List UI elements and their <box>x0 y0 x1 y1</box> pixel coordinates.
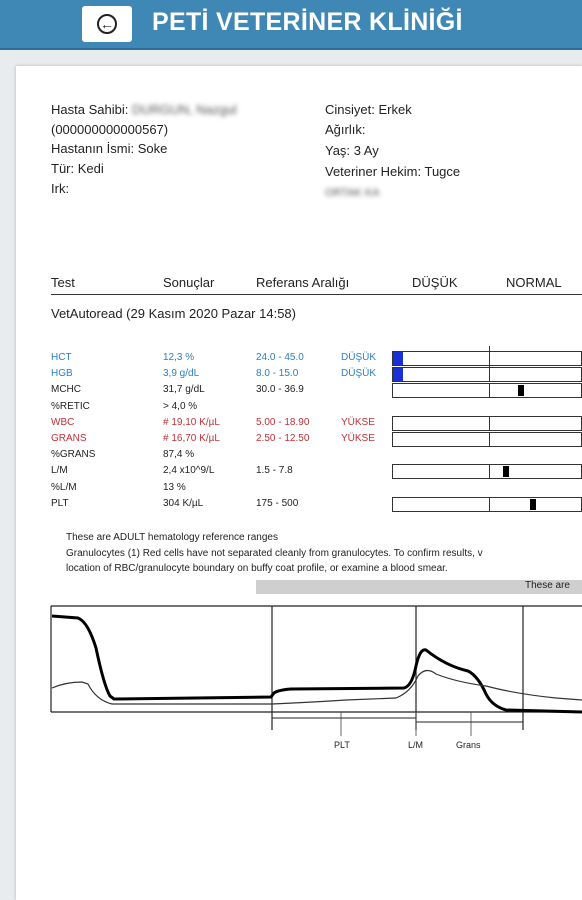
result-reference-range: 8.0 - 15.0 <box>256 368 299 380</box>
age-label: Yaş: <box>325 143 351 158</box>
header-underline <box>51 294 582 295</box>
header-low: DÜŞÜK <box>412 275 458 290</box>
sex-label: Cinsiyet: <box>325 102 375 117</box>
result-test-name: L/M <box>51 465 68 477</box>
pet-name-value: Soke <box>137 141 168 156</box>
result-test-name: GRANS <box>51 433 87 444</box>
result-range-bar <box>392 416 582 431</box>
vet-value: Tugce <box>424 164 461 179</box>
result-range-bar <box>392 464 582 479</box>
age-line <box>325 143 379 158</box>
result-test-name: %RETIC <box>51 400 90 412</box>
result-value: 31,7 g/dL <box>163 384 205 396</box>
result-range-bar <box>392 497 582 512</box>
result-value: 2,4 x10^9/L <box>163 465 215 477</box>
weight-label: Ağırlık: <box>325 122 366 137</box>
value-marker <box>518 385 524 396</box>
result-range-bar <box>392 351 582 366</box>
profile-label-grans: Grans <box>456 740 481 750</box>
result-test-name: HGB <box>51 368 73 380</box>
range-divider <box>489 383 490 398</box>
note-line-1: These are ADULT hematology reference ranges <box>66 532 278 543</box>
result-value: 13 % <box>163 481 186 493</box>
result-range-bar <box>392 383 582 398</box>
result-reference-range: 1.5 - 7.8 <box>256 465 293 477</box>
result-value: 12,3 % <box>163 352 195 363</box>
owner-label: Hasta Sahibi: <box>51 102 129 117</box>
header-test: Test <box>51 275 75 290</box>
result-test-name: %L/M <box>51 481 77 493</box>
value-marker <box>503 466 509 477</box>
result-flag: YÜKSE <box>341 416 375 428</box>
app-title: PETİ VETERİNER KLİNİĞİ <box>152 8 463 36</box>
header-normal: NORMAL <box>506 275 562 290</box>
profile-curve-thick <box>52 616 582 712</box>
result-range-bar <box>392 367 582 382</box>
result-range-bar <box>392 432 582 447</box>
weight-line <box>325 122 365 137</box>
vet-line <box>325 164 460 179</box>
species-value: Kedi <box>77 161 104 176</box>
result-reference-range: 30.0 - 36.9 <box>256 384 304 396</box>
profile-frame <box>51 606 582 736</box>
note-line-2: Granulocytes (1) Red cells have not separated cleanly from granulocytes. To confirm results, v <box>66 548 483 559</box>
result-flag: YÜKSE <box>341 433 375 444</box>
pet-name-label: Hastanın İsmi: <box>51 141 135 156</box>
value-marker <box>530 499 536 510</box>
lab-report-document <box>16 66 582 900</box>
sex-line <box>325 102 412 117</box>
result-test-name: MCHC <box>51 384 81 396</box>
breed-label: Irk: <box>51 181 70 196</box>
back-arrow-icon: ← <box>97 14 117 34</box>
range-divider <box>489 464 490 479</box>
blurred-extra-line: ORTAK KA <box>325 187 380 199</box>
result-value: 304 K/µL <box>163 497 204 509</box>
result-value: 87,4 % <box>163 449 195 461</box>
pet-name-line <box>51 141 167 156</box>
range-divider <box>489 432 490 447</box>
result-reference-range: 5.00 - 18.90 <box>256 416 310 428</box>
sex-value: Erkek <box>378 102 412 117</box>
range-divider <box>489 497 490 512</box>
breed-line <box>51 181 69 196</box>
owner-id: (000000000000567) <box>51 122 169 137</box>
range-divider <box>489 367 490 382</box>
vet-label: Veteriner Hekim: <box>325 164 422 179</box>
result-value: # 19,10 K/µL <box>163 416 220 428</box>
result-reference-range: 175 - 500 <box>256 497 299 509</box>
profile-label-lm: L/M <box>408 740 424 750</box>
low-level-fill <box>393 352 403 365</box>
result-value: > 4,0 % <box>163 400 198 412</box>
header-reference: Referans Aralığı <box>256 275 350 290</box>
result-reference-range: 24.0 - 45.0 <box>256 352 304 363</box>
owner-line <box>51 102 237 117</box>
result-flag: DÜŞÜK <box>341 352 377 363</box>
species-line <box>51 161 104 176</box>
species-label: Tür: <box>51 161 75 176</box>
band-text: These are <box>524 580 570 591</box>
result-flag: DÜŞÜK <box>341 368 377 380</box>
note-line-3: location of RBC/granulocyte boundary on buffy coat profile, or examine a blood smear. <box>66 563 448 574</box>
result-value: # 16,70 K/µL <box>163 433 220 444</box>
low-level-fill <box>393 368 403 381</box>
analyzer-info: VetAutoread (29 Kasım 2020 Pazar 14:58) <box>51 306 296 321</box>
result-test-name: WBC <box>51 416 75 428</box>
range-divider <box>489 416 490 431</box>
buffy-coat-profile-chart <box>16 596 582 766</box>
age-value: 3 Ay <box>353 143 379 158</box>
app-header <box>0 0 582 50</box>
back-button[interactable] <box>82 6 132 42</box>
result-reference-range: 2.50 - 12.50 <box>256 433 310 444</box>
profile-label-plt: PLT <box>334 740 350 750</box>
result-test-name: PLT <box>51 497 69 509</box>
result-test-name: %GRANS <box>51 449 96 461</box>
result-test-name: HCT <box>51 352 72 363</box>
header-results: Sonuçlar <box>163 275 215 290</box>
result-value: 3,9 g/dL <box>163 368 200 380</box>
owner-value: DURGUN, Nazgul <box>131 102 237 117</box>
note-gray-band <box>256 580 582 594</box>
